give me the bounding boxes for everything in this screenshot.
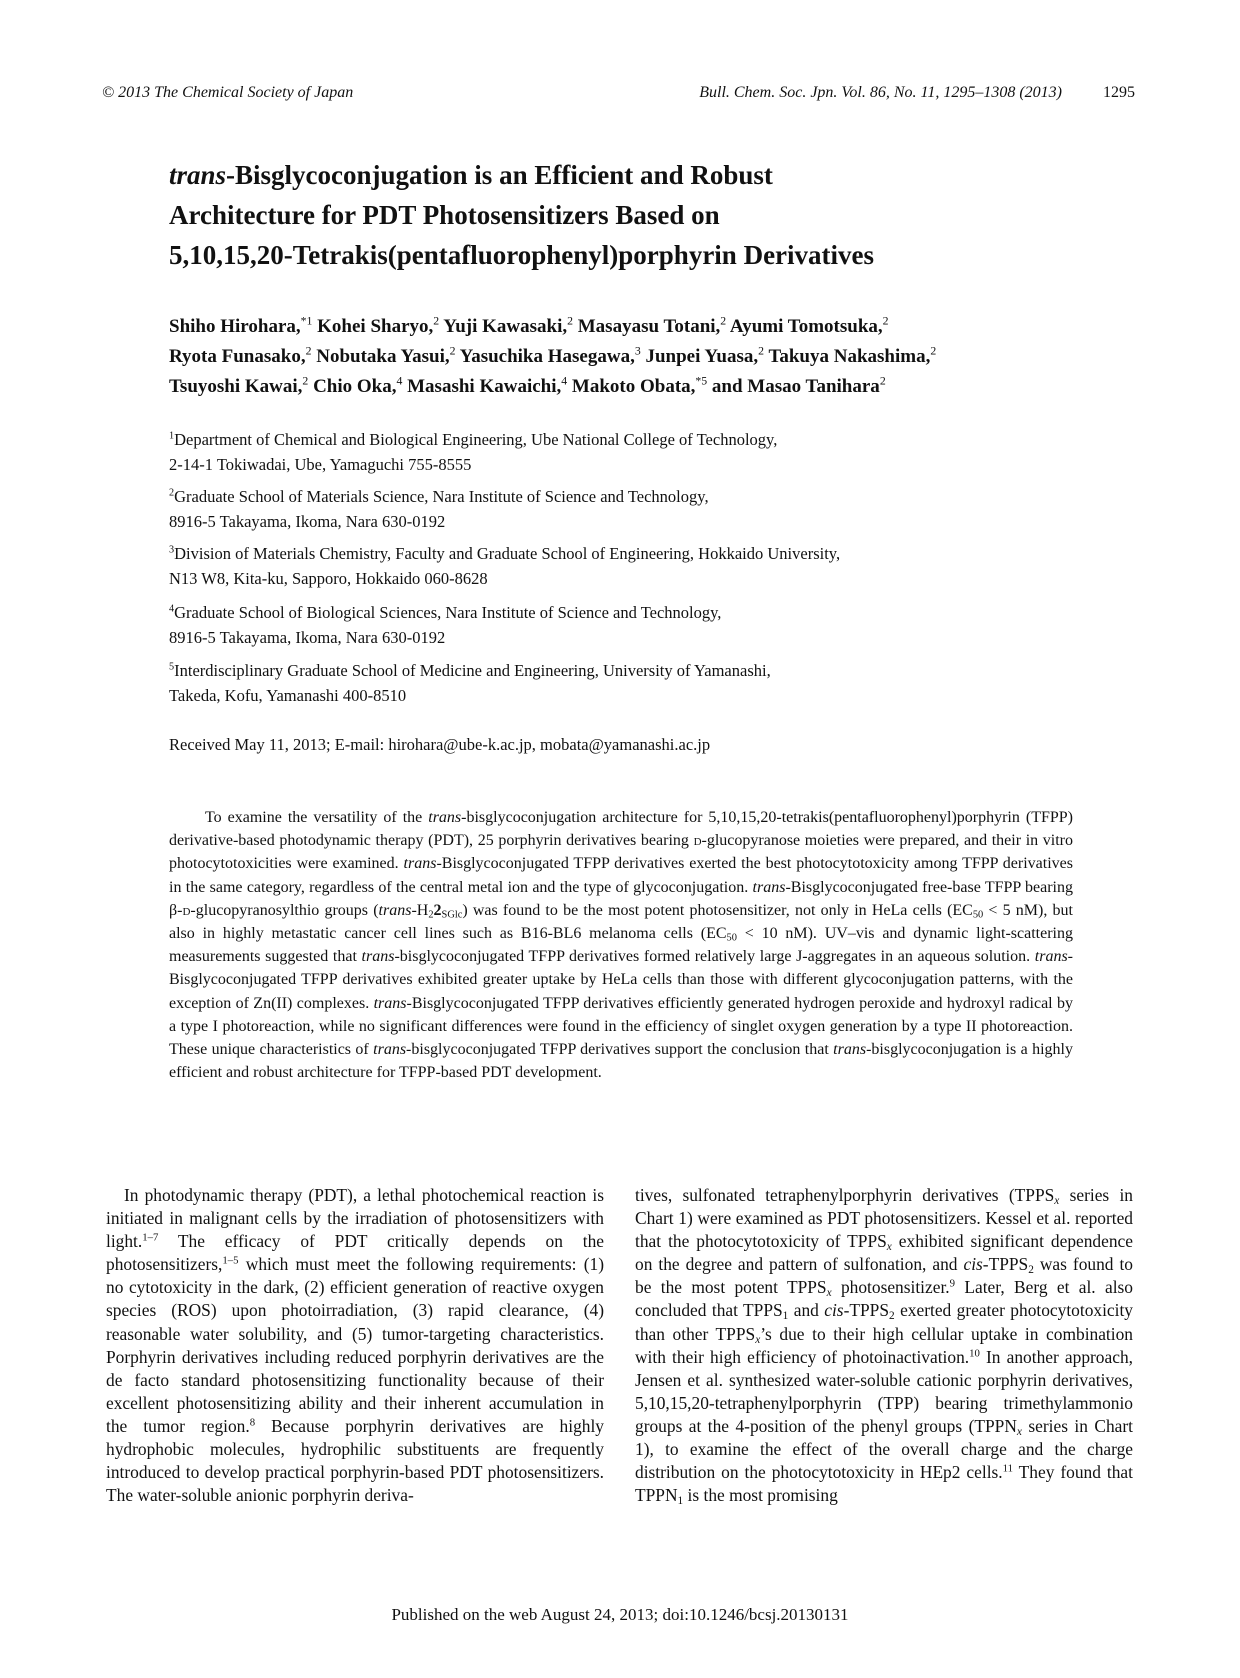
reference-citation: 1–7 [142,1231,159,1244]
author-affiliation-marker: 2 [758,344,765,358]
author-line [169,372,1069,402]
reference-citation: 1–5 [222,1254,239,1267]
author-line [169,342,1069,372]
text-run: was found to be the most potent TPPS [635,1254,1133,1298]
text-run: -TPPS [982,1254,1029,1275]
affiliation-number: 5 [169,661,175,673]
text-run: -Bisglycoconjugated TFPP derivatives exerted the best photocytotoxicity among TFPP derivatives in the same category, regardless of the central metal ion and the type of glycoconjugation. [169,855,1074,896]
text-run: -Bisglycoconjugated free-base TFPP bearing β- [169,878,1074,919]
affiliation-5 [169,658,1069,708]
affiliation-address: N13 W8, Kita-ku, Sapporo, Hokkaido 060-8628 [169,569,488,588]
affiliation-number: 1 [169,430,175,442]
text-run: ) was found to be the most potent photosensitizer, not only in HeLa cells (EC [462,901,973,919]
author-affiliation-marker: 4 [561,374,568,388]
author-name: and Masao Tanihara [711,376,880,397]
text-run: d [693,832,702,850]
text-run: < 5 nM), but also in highly metastatic cancer cell lines such as B16-BL6 melanoma cells (EC [169,901,1073,943]
text-run: ’s due to their high cellular uptake in combination with their high efficiency of photoinactivation. [635,1323,1133,1367]
title-line-2: Architecture for PDT Photosensitizers Based on [169,200,720,230]
abstract [169,806,1073,1084]
author-name: Chio Oka, [313,376,397,397]
text-run: Because porphyrin derivatives are highly hydrophobic molecules, hydrophilic substituents are frequently introduced to develop practical porphyrin-based PDT photosensitizers. The water-soluble anionic porphyrin deriva- [106,1415,604,1506]
text-run: In another approach, Jensen et al. synthesized water-soluble cationic porphyrin derivatives, 5,10,15,20-tetraphenylporphyrin (TPP) bearing trimethylammonio groups at the 4-position of the phenyl groups (TPPN [635,1346,1133,1436]
author-name: Yuji Kawasaki, [443,316,568,337]
author-name: Shiho Hirohara, [169,316,301,337]
affiliation-number: 4 [169,603,175,615]
reference-citation: 9 [949,1277,956,1290]
text-run: -bisglycoconjugated TFPP derivatives support the conclusion that [406,1041,834,1059]
author-name: Masayasu Totani, [577,316,721,337]
text-run: 1 [677,1495,684,1508]
author-name: Makoto Obata, [571,376,696,397]
text-run: -glucopyranosylthio groups ( [190,901,379,919]
text-run: is the most promising [683,1485,838,1506]
author-list [169,312,1069,402]
affiliation-2 [169,484,1069,534]
affiliation-line: Interdisciplinary Graduate School of Medicine and Engineering, University of Yamanashi, [174,661,771,680]
author-affiliation-marker: 3 [634,344,641,358]
affiliation-number: 2 [169,487,175,499]
affiliation-address: 8916-5 Takayama, Ikoma, Nara 630-0192 [169,512,446,531]
text-run: 50 [726,932,737,944]
author-affiliation-marker: 2 [882,314,889,328]
text-run: To examine the versatility of the [205,809,429,826]
author-affiliation-marker: *5 [695,374,708,388]
text-run: and [788,1300,825,1321]
text-run: trans [373,994,407,1012]
author-name: Takuya Nakashima, [768,346,931,367]
page-number: 1295 [1103,84,1135,101]
text-run: -TPPS [843,1300,890,1321]
author-name: Masashi Kawaichi, [407,376,562,397]
journal-copyright: © 2013 The Chemical Society of Japan [102,84,354,101]
text-run: x [1016,1425,1022,1438]
affiliation-address: 8916-5 Takayama, Ikoma, Nara 630-0192 [169,628,446,647]
text-run: Later, Berg et al. also concluded that TPPS [635,1277,1133,1321]
title-line-1-rest: -Bisglycoconjugation is an Efficient and Robust [226,160,773,190]
text-run: < 10 nM). UV–vis and dynamic light-scattering measurements suggested that [169,925,1073,966]
text-run: trans [361,948,395,966]
text-run: exhibited significant dependence on the degree and pattern of sulfonation, and [635,1231,1133,1275]
author-affiliation-marker: 2 [930,344,937,358]
publication-footer: Published on the web August 24, 2013; doi:10.1246/bcsj.20130131 [391,1605,849,1624]
author-affiliation-marker: 4 [396,374,403,388]
text-run: -glucopyranose moieties were prepared, and their in vitro photocytotoxicities were examined. [169,832,1073,873]
text-run: -Bisglycoconjugated TFPP derivatives efficiently generated hydrogen peroxide and hydroxyl radical by a type I photoreaction, while no significant differences were found in the efficiency of singlet oxygen generation by a type II photoreaction. These unique characteristics of [169,994,1074,1059]
author-name: Ryota Funasako, [169,346,306,367]
affiliation-line: Division of Materials Chemistry, Faculty and Graduate School of Engineering, Hokkaido University, [174,544,841,563]
text-run: x [826,1287,832,1300]
author-affiliation-marker: 2 [302,374,309,388]
body-column-right [635,1184,1133,1507]
text-run: tives, sulfonated tetraphenylporphyrin derivatives (TPPS [635,1185,1055,1205]
author-name: Junpei Yuasa, [645,346,759,367]
text-run: 2 [428,909,434,921]
text-run: series in Chart 1), to examine the effect of the overall charge and the charge distribution on the photocytotoxicity in HEp2 cells. [635,1415,1133,1483]
text-run: -bisglycoconjugated TFPP derivatives formed relatively large J-aggregates in an aqueous solution. [394,948,1035,966]
text-run: -Bisglycoconjugated TFPP derivatives exhibited greater uptake by HeLa cells than those with different glycoconjugation patterns, with the exception of Zn(II) complexes. [169,948,1073,1012]
author-line [169,312,1069,342]
affiliation-address: 2-14-1 Tokiwadai, Ube, Yamaguchi 755-8555 [169,455,472,474]
affiliation-3 [169,541,1069,591]
text-run: 2 [433,901,442,919]
author-affiliation-marker: 2 [433,314,440,328]
reference-citation: 8 [249,1416,256,1429]
text-run: trans [752,878,786,896]
article-title [169,155,1069,275]
reference-citation: 11 [1002,1462,1014,1475]
text-run: SGlc [441,909,463,921]
reference-citation: 10 [969,1346,980,1359]
affiliation-4 [169,600,1069,650]
text-run: x [755,1333,761,1346]
author-name: Nobutaka Yasui, [316,346,450,367]
received-and-email: Received May 11, 2013; E-mail: hirohara@ube-k.ac.jp, mobata@yamanashi.ac.jp [169,735,711,754]
text-run: series in Chart 1) were examined as PDT photosensitizers. Kessel et al. reported that the photocytotoxicity of TPPS [635,1185,1133,1252]
text-run: 2 [889,1310,895,1323]
affiliation-1 [169,427,1069,477]
journal-citation: Bull. Chem. Soc. Jpn. Vol. 86, No. 11, 1295–1308 (2013) [699,84,1062,101]
author-affiliation-marker: 2 [567,314,573,328]
text-run: -bisglycoconjugation architecture for 5,10,15,20-tetrakis(pentafluorophenyl)porphyrin (TFPP) derivative-based photodynamic therapy (PDT), 25 porphyrin derivatives bearing [169,809,1073,850]
text-run: trans [1034,948,1068,966]
text-run: The efficacy of PDT critically depends on the photosensitizers, [106,1231,604,1275]
author-affiliation-marker: 2 [720,314,727,328]
text-run: trans [428,809,462,826]
text-run: trans [378,901,412,919]
text-run: cis [824,1300,844,1321]
text-run: cis [963,1254,983,1275]
text-run: 2 [1028,1264,1034,1277]
affiliation-line: Graduate School of Materials Science, Nara Institute of Science and Technology, [174,487,709,506]
text-run: trans [373,1041,407,1059]
text-run: exerted greater photocytotoxicity than other TPPS [635,1300,1133,1344]
author-affiliation-marker: 2 [305,344,312,358]
author-name: Yasuchika Hasegawa, [459,346,635,367]
text-run: photosensitizer. [831,1277,950,1298]
text-run: 1 [782,1310,789,1323]
author-name: Ayumi Tomotsuka, [729,316,883,337]
text-run: d [182,901,191,919]
affiliation-address: Takeda, Kofu, Yamanashi 400-8510 [169,686,407,705]
author-name: Tsuyoshi Kawai, [169,376,303,397]
text-run: -bisglycoconjugation is a highly efficient and robust architecture for TFPP-based PDT development. [169,1041,1073,1082]
title-line-1 [169,155,1069,195]
affiliation-number: 3 [169,544,175,556]
title-italic-prefix: trans [169,160,227,190]
body-column-left [106,1184,604,1507]
text-run: which must meet the following requirements: (1) no cytotoxicity in the dark, (2) efficient generation of reactive oxygen species (ROS) upon photoirradiation, (3) rapid clearance, (4) reasonable water solubility, and (5) tumor-targeting characteristics. Porphyrin derivatives including reduced porphyrin derivatives are the de facto standard photosensitizing functionality because of their excellent photosensitizing ability and their inherent accumulation in the tumor region. [106,1254,604,1436]
text-run: trans [403,855,437,873]
author-affiliation-marker: *1 [300,314,313,328]
text-run: x [886,1241,892,1253]
affiliation-line: Department of Chemical and Biological Engineering, Ube National College of Technology, [174,430,778,449]
title-line-3: 5,10,15,20-Tetrakis(pentafluorophenyl)porphyrin Derivatives [169,240,875,270]
text-run: 50 [972,909,984,921]
author-affiliation-marker: 2 [449,344,456,358]
text-run: x [1054,1194,1060,1207]
author-affiliation-marker: 2 [879,374,886,388]
author-name: Kohei Sharyo, [317,316,434,337]
text-run: They found that TPPN [635,1462,1133,1506]
affiliation-line: Graduate School of Biological Sciences, Nara Institute of Science and Technology, [174,603,722,622]
text-run: trans [833,1041,867,1059]
text-run: -H [411,901,429,919]
text-run: In photodynamic therapy (PDT), a lethal photochemical reaction is initiated in malignant cells by the irradiation of photosensitizers with light. [106,1185,604,1252]
